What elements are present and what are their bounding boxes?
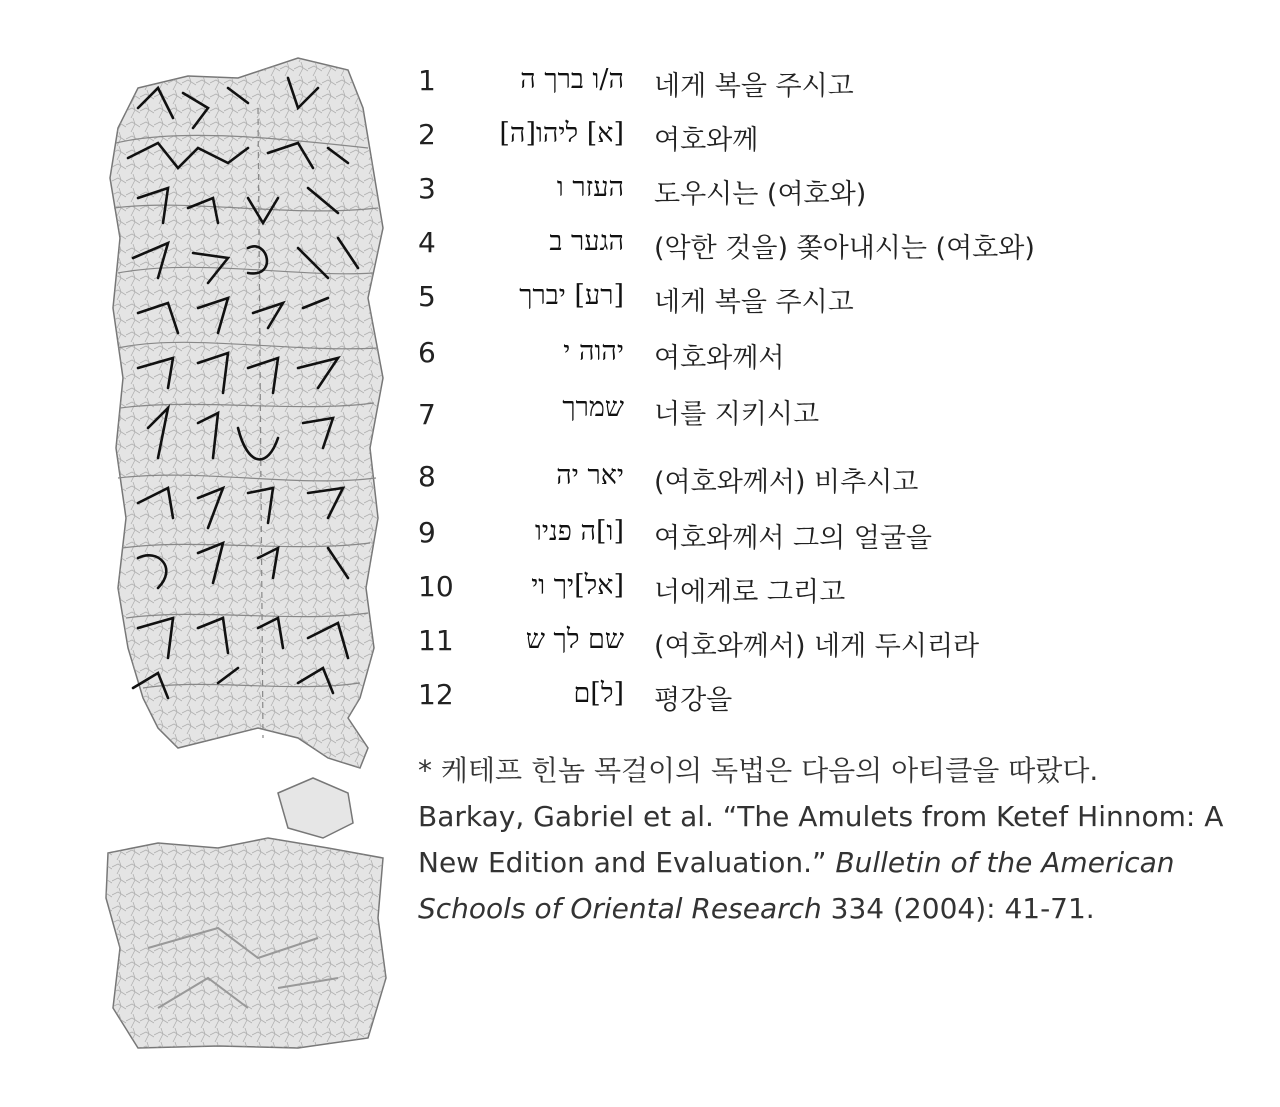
korean-translation: 도우시는 (여호와) xyxy=(654,179,867,210)
source-note xyxy=(418,748,1248,932)
hebrew-text: [ל]ם xyxy=(573,678,624,709)
line-number: 11 xyxy=(418,624,454,657)
transcription-line-1 xyxy=(418,58,1268,112)
line-number: 5 xyxy=(418,280,436,313)
hebrew-text: שמרך xyxy=(562,392,624,423)
hebrew-text: העזר ו xyxy=(556,172,624,203)
korean-translation: 네게 복을 주시고 xyxy=(654,71,854,102)
korean-translation: (여호와께서) 비추시고 xyxy=(654,467,919,498)
hebrew-text: [א] ליהו[ה] xyxy=(499,118,624,149)
line-number: 6 xyxy=(418,336,436,369)
citation xyxy=(418,794,1248,932)
transcription-line-6 xyxy=(418,330,1268,386)
citation-volume: 334 (2004): 41-71. xyxy=(821,892,1095,925)
korean-translation: 네게 복을 주시고 xyxy=(654,287,854,318)
transcription-line-10 xyxy=(418,564,1268,618)
citation-journal: Bulletin of the American Schools of Oriental Research xyxy=(418,846,1175,925)
transcription-line-9 xyxy=(418,510,1268,564)
line-number: 4 xyxy=(418,226,436,259)
transcription-line-2 xyxy=(418,112,1268,166)
transcription-line-8 xyxy=(418,454,1268,510)
hebrew-text: [רע] יברך xyxy=(519,280,624,311)
korean-translation: (여호와께서) 네게 두시리라 xyxy=(654,631,980,662)
line-number: 3 xyxy=(418,172,436,205)
line-number: 1 xyxy=(418,64,436,97)
transcription-line-4 xyxy=(418,220,1268,274)
hebrew-text: שם לך ש xyxy=(525,624,624,655)
amulet-fragment-small xyxy=(278,778,353,838)
hebrew-text: יהוה י xyxy=(563,336,624,367)
transcription-line-11 xyxy=(418,618,1268,672)
korean-translation: 여호와께 xyxy=(654,125,759,156)
korean-translation: (악한 것을) 쫒아내시는 (여호와) xyxy=(654,233,1035,264)
hebrew-text: [ו]ה פניו xyxy=(534,516,624,547)
amulet-drawing xyxy=(98,48,388,1053)
line-number: 7 xyxy=(418,398,436,431)
transcription-line-3 xyxy=(418,166,1268,220)
transcription-line-12 xyxy=(418,672,1268,726)
amulet-fragment-bottom xyxy=(106,838,386,1048)
hebrew-text: הגער ב xyxy=(549,226,624,257)
hebrew-text: [אל]יך וי xyxy=(531,570,624,601)
korean-translation: 너를 지키시고 xyxy=(654,399,820,430)
korean-translation: 평강을 xyxy=(654,685,733,716)
transcription-line-7 xyxy=(418,386,1268,454)
korean-translation: 여호와께서 xyxy=(654,343,785,374)
transcription-list xyxy=(418,58,1268,726)
source-note-korean: * 케테프 힌놈 목걸이의 독법은 다음의 아티클을 따랐다. xyxy=(418,754,1099,787)
amulet-fragment-main xyxy=(110,58,383,768)
korean-translation: 여호와께서 그의 얼굴을 xyxy=(654,523,932,554)
line-number: 10 xyxy=(418,570,454,603)
line-number: 12 xyxy=(418,678,454,711)
korean-translation: 너에게로 그리고 xyxy=(654,577,846,608)
transcription-line-5 xyxy=(418,274,1268,330)
line-number: 2 xyxy=(418,118,436,151)
line-number: 8 xyxy=(418,460,436,493)
citation-text: Barkay, Gabriel et al. “The Amulets from Ketef Hinnom: A New Edition and Evaluation.” xyxy=(418,800,1224,879)
line-number: 9 xyxy=(418,516,436,549)
hebrew-text: יאר יה xyxy=(556,460,624,491)
hebrew-text: ה/ו ברך ה xyxy=(520,64,624,95)
